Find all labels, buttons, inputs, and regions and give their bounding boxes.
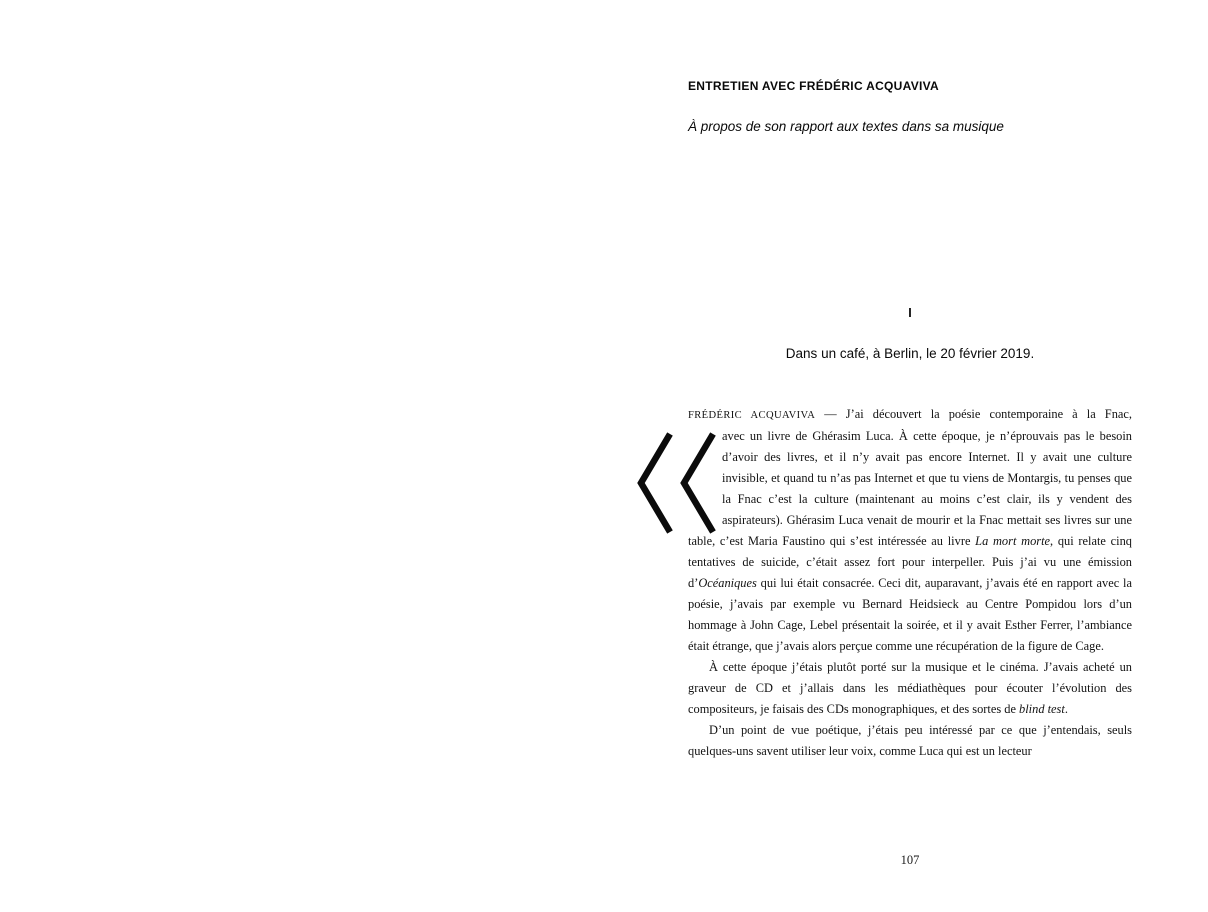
- text-run: D’un point de vue poétique, j’étais peu intéressé par ce que j’entendais, seuls quelques-uns savent utiliser leur voix, comme Luca qui est un lecteur: [688, 723, 1132, 758]
- text-run: qui lui était consacrée. Ceci dit, auparavant, j’avais été en rapport avec la poésie, j’avais par exemple vu Bernard Heidsieck au Centre Pompidou lors d’un hommage à John Cage, Lebel présentait la soirée, et il y avait Esther Ferrer, l’ambiance était étrange, que j’avais alors perçue comme une récupération de la figure de Cage.: [688, 576, 1132, 653]
- chapter-subtitle: À propos de son rapport aux textes dans sa musique: [688, 119, 1004, 134]
- text-column: [688, 0, 1132, 912]
- text-run: avec un livre de Ghérasim Luca. À cette époque, je n’éprouvais pas le besoin d’avoir des livres, et il n’y avait pas encore Internet. Il y avait une culture invisible, et quand tu n’as pas Internet et que tu viens de Montargis, tu penses que la Fnac c’est la culture (maintenant au moins c’est clair, ils y vendent des aspirateurs). Ghérasim Luca venait de mourir et la Fnac mettait ses livres sur une table, c’est Maria Faustino qui s’est intéressée au livre: [688, 429, 1132, 548]
- body-paragraph: [688, 404, 1132, 657]
- text-run: La mort morte: [975, 534, 1051, 548]
- opening-guillemet: [688, 426, 722, 531]
- text-run: blind test: [1019, 702, 1065, 716]
- text-run: — J’ai découvert la poésie contemporaine à la Fnac,: [815, 407, 1132, 421]
- guillemet-quote-icon: [637, 431, 719, 535]
- text-run: Océaniques: [698, 576, 757, 590]
- body-paragraph: [688, 657, 1132, 720]
- interview-body-text: [688, 404, 1132, 762]
- body-paragraph: [688, 720, 1132, 762]
- text-run: À cette époque j’étais plutôt porté sur la musique et le cinéma. J’avais acheté un graveur de CD et j’allais dans les médiathèques pour écouter l’évolution des compositeurs, je faisais des CDs monographiques, et des sortes de: [688, 660, 1132, 716]
- text-run: .: [1064, 702, 1068, 716]
- text-run: FRÉDÉRIC ACQUAVIVA: [688, 410, 816, 421]
- dateline: Dans un café, à Berlin, le 20 février 2019.: [785, 346, 1035, 361]
- section-numeral: I: [908, 306, 912, 320]
- paragraph-first-line: [688, 404, 1132, 426]
- page-number: 107: [900, 853, 920, 867]
- text-run: , qui relate cinq tentatives de suicide, c’était assez fort pour interpeller. Puis j’ai vu une émission d’: [688, 534, 1132, 590]
- chapter-header: ENTRETIEN AVEC FRÉDÉRIC ACQUAVIVA: [688, 79, 940, 93]
- paragraph-rest: [688, 429, 1132, 653]
